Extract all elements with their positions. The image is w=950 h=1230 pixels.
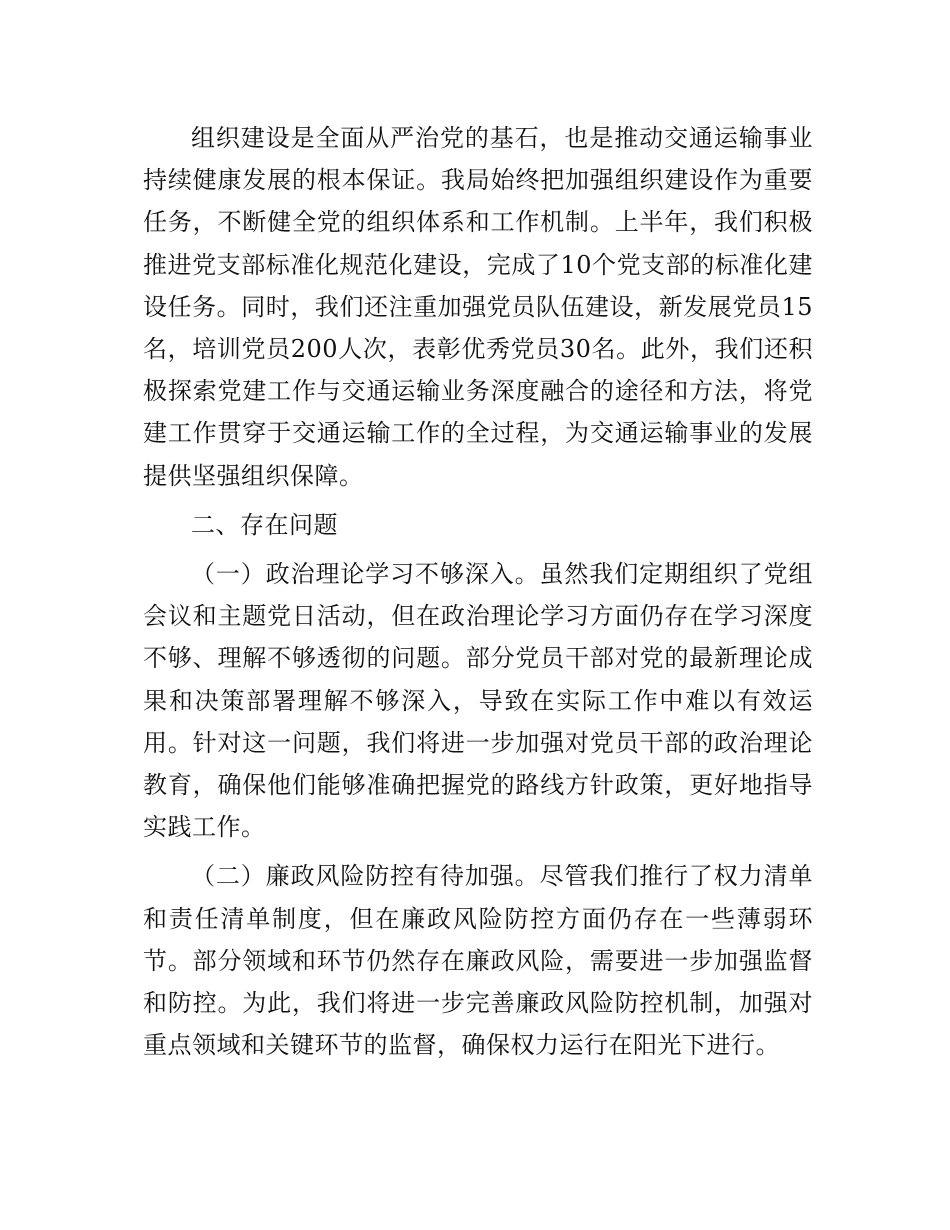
paragraph-integrity-risk-control: （二）廉政风险防控有待加强。尽管我们推行了权力清单和责任清单制度，但在廉政风险防控方面仍存在一些薄弱环节。部分领域和环节仍然存在廉政风险，需要进一步加强监督和防控。为此，我们将进一步完善廉政风险防控机制，加强对重点领域和关键环节的监督，确保权力运行在阳光下进行。 [143,862,813,1060]
paragraph-spacer [143,546,813,553]
document-body [143,117,813,1066]
section-heading-existing-problems: 二、存在问题 [191,510,338,539]
paragraph-spacer [143,848,813,855]
paragraph-organization-building: 组织建设是全面从严治党的基石，也是推动交通运输事业持续健康发展的根本保证。我局始终把加强组织建设作为重要任务，不断健全党的组织体系和工作机制。上半年，我们积极推进党支部标准化规范化建设，完成了10个党支部的标准化建设任务。同时，我们还注重加强党员队伍建设，新发展党员15名，培训党员200人次，表彰优秀党员30名。此外，我们还积极探索党建工作与交通运输业务深度融合的途径和方法，将党建工作贯穿于交通运输工作的全过程，为交通运输事业的发展提供坚强组织保障。 [143,124,813,490]
paragraph-political-theory-study: （一）政治理论学习不够深入。虽然我们定期组织了党组会议和主题党日活动，但在政治理论学习方面仍存在学习深度不够、理解不够透彻的问题。部分党员干部对党的最新理论成果和决策部署理解不够深入，导致在实际工作中难以有效运用。针对这一问题，我们将进一步加强对党员干部的政治理论教育，确保他们能够准确把握党的路线方针政策，更好地指导实践工作。 [143,560,813,842]
paragraph-spacer [143,497,813,504]
